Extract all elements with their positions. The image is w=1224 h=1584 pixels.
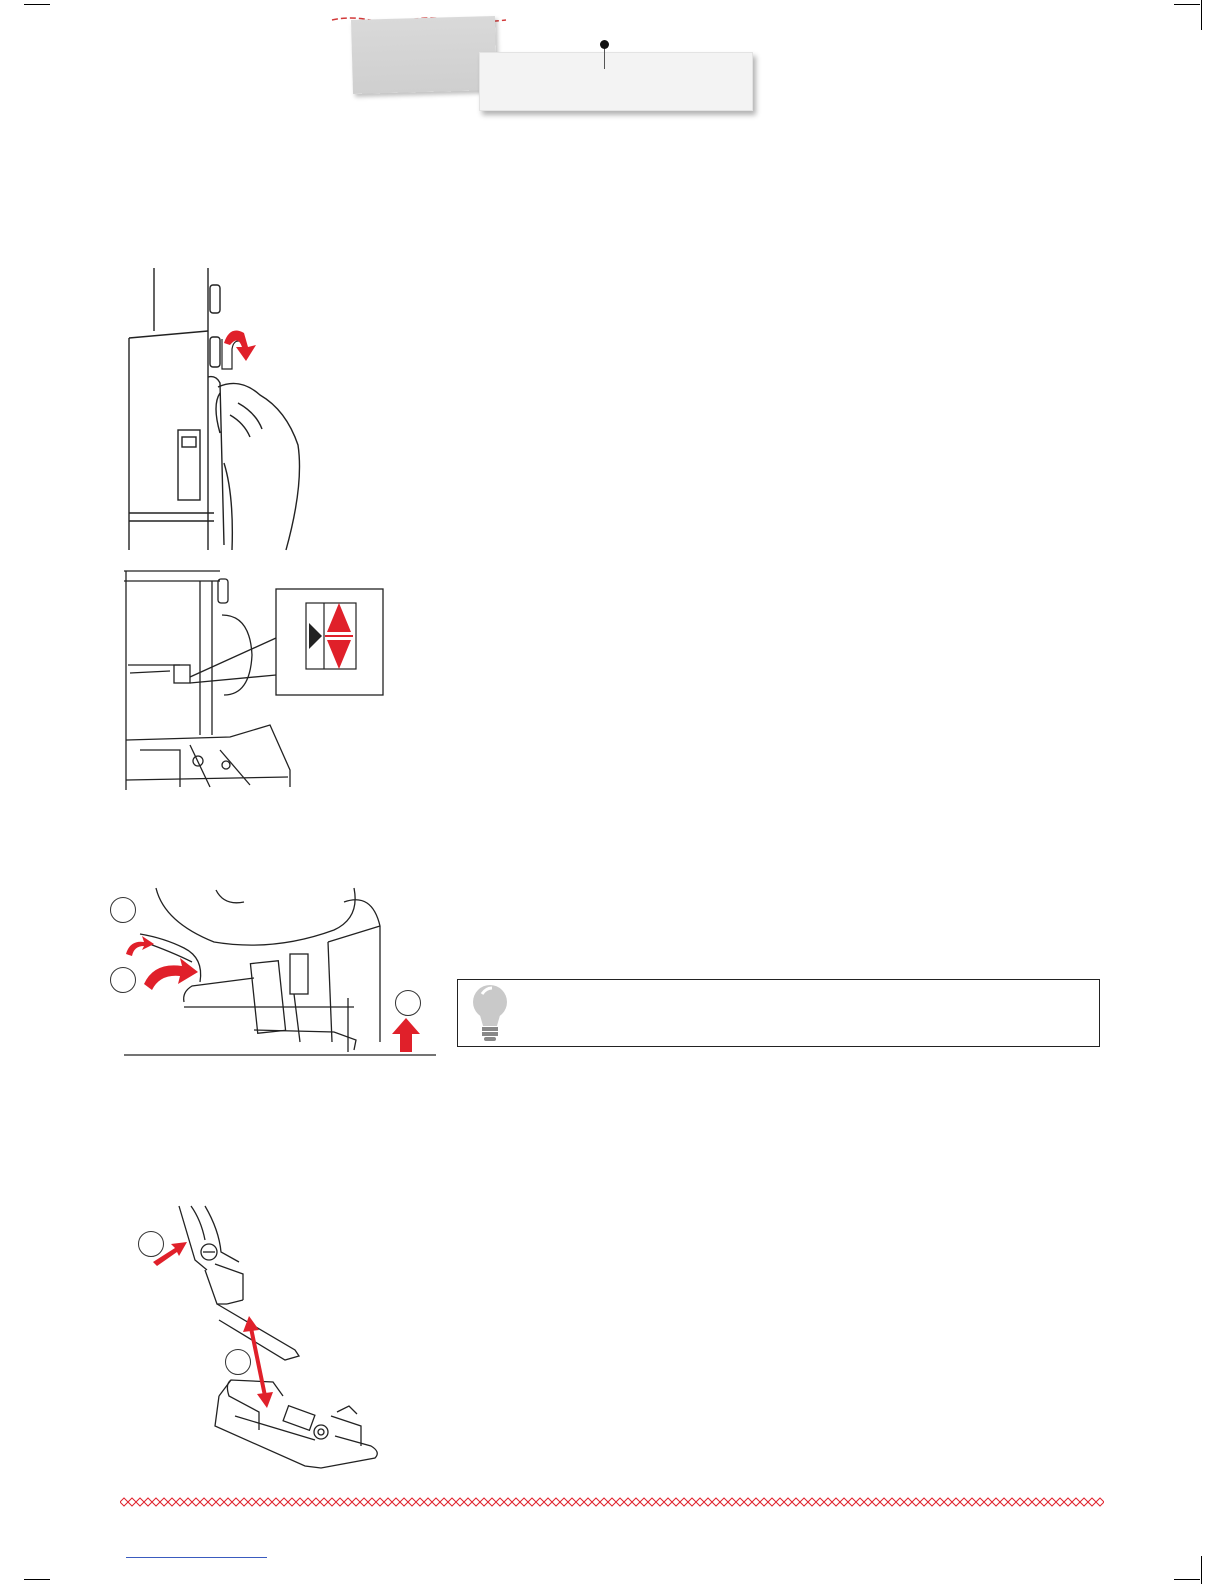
curved-arrow-icon <box>144 958 198 990</box>
hint-box <box>457 979 1100 1047</box>
decorative-zigzag-border <box>120 1496 1104 1508</box>
presser-foot-lift-illustration <box>104 882 444 1062</box>
presser-foot-attach-illustration <box>135 1200 385 1480</box>
crop-mark-top-right <box>1174 4 1200 5</box>
handwheel-illustration <box>120 265 320 555</box>
pin-icon <box>600 40 609 49</box>
callout-circle <box>138 1231 164 1257</box>
crop-mark-top-center <box>1201 0 1202 30</box>
crop-mark-bottom-right <box>1174 1579 1200 1580</box>
crop-mark-top-left <box>24 4 50 5</box>
callout-circle <box>110 967 136 993</box>
up-arrow-icon <box>392 1018 420 1052</box>
callout-circle <box>395 990 421 1016</box>
small-curved-arrow-icon <box>126 936 154 956</box>
pin-needle <box>604 47 605 69</box>
sticky-note-white <box>479 52 753 111</box>
callout-circle <box>110 897 136 923</box>
crop-mark-bottom-center <box>1201 1556 1202 1584</box>
crop-mark-bottom-left <box>24 1579 50 1580</box>
footer-link-underline[interactable] <box>126 1557 267 1558</box>
needle-indicator-illustration <box>120 565 390 795</box>
callout-circle <box>225 1349 251 1375</box>
sticky-note-gray <box>351 16 497 94</box>
lightbulb-icon <box>470 982 510 1044</box>
